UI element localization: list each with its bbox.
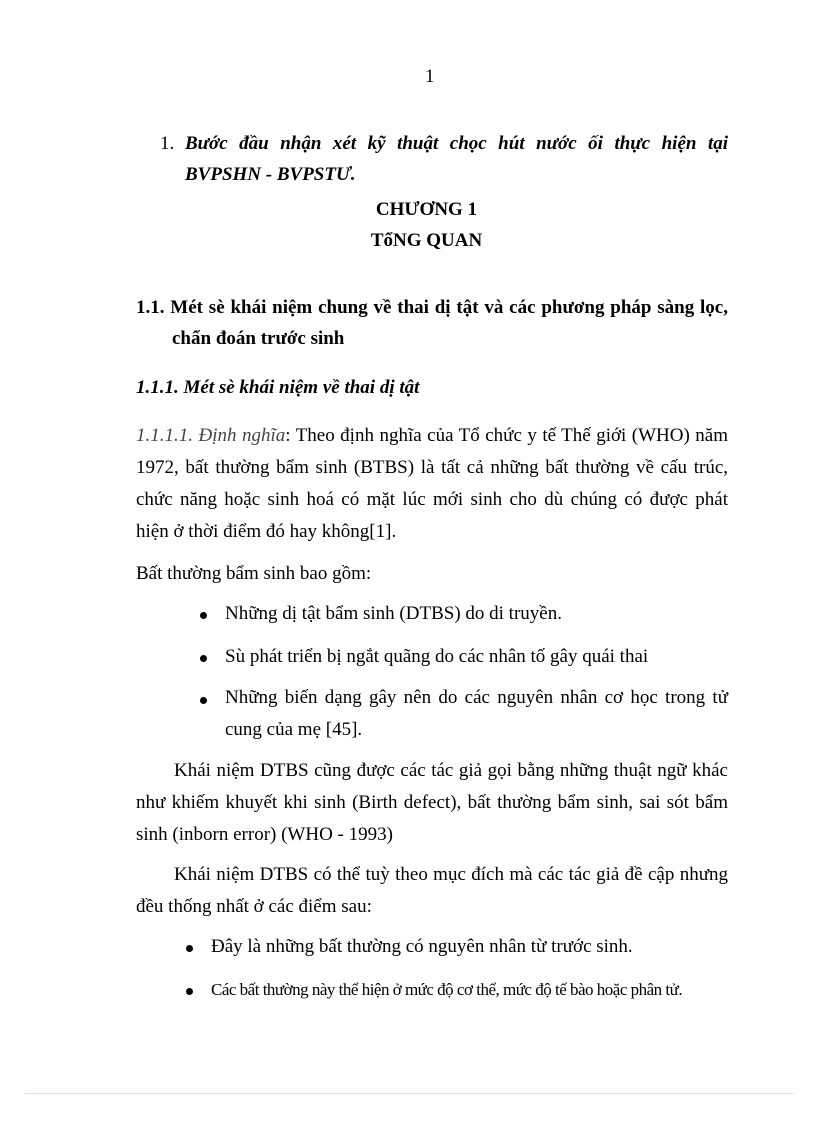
page-bottom-rule <box>24 1093 794 1094</box>
includes-intro: Bất thường bẩm sinh bao gồm: <box>136 563 372 584</box>
terms-line1: Khái niệm DTBS cũng được các tác giả gọi bằng những thuật ngữ khác <box>174 760 728 781</box>
definition-line2: 1972, bất thường bẩm sinh (BTBS) là tất cả những bất thường về cấu trúc, <box>136 457 728 478</box>
bullet-1-3-text-line1: Những biến dạng gây nên do các nguyên nhân cơ học trong tử <box>225 687 728 708</box>
bullet-1-2-dot <box>200 655 207 662</box>
page-number: 1 <box>425 66 435 87</box>
definition-line1 <box>136 425 728 447</box>
chapter-label: CHƯƠNG 1 <box>375 199 478 220</box>
bullet-1-1-text: Những dị tật bẩm sinh (DTBS) do di truyền. <box>225 603 562 624</box>
definition-line3: chức năng hoặc sinh hoá có mặt lúc mới sinh cho dù chúng có được phát <box>136 489 728 510</box>
terms-line2: như khiếm khuyết khi sinh (Birth defect), bất thường bẩm sinh, sai sót bẩm <box>136 792 728 813</box>
bullet-2-1-text: Đây là những bất thường có nguyên nhân từ trước sinh. <box>211 936 633 957</box>
purpose-line1: Khái niệm DTBS có thể tuỳ theo mục đích mà các tác giả đề cập nhưng <box>174 864 728 885</box>
numbered-item-number: 1. <box>160 133 175 154</box>
section-heading-1-1-1: 1.1.1. Mét sè khái niệm về thai dị tật <box>136 377 420 398</box>
bullet-1-3-text-line2: cung của mẹ [45]. <box>225 719 363 740</box>
numbered-item-title-line2: BVPSHN - BVPSTƯ. <box>185 164 356 185</box>
definition-line4: hiện ở thời điểm đó hay không[1]. <box>136 521 397 542</box>
bullet-2-2-text: Các bất thường này thể hiện ở mức độ cơ thể, mức độ tế bào hoặc phân tử. <box>211 980 683 999</box>
bullet-1-2-text: Sù phát triển bị ngắt quãng do các nhân tố gây quái thai <box>225 646 649 667</box>
definition-lead: 1.1.1.1. Định nghĩa <box>136 425 286 446</box>
bullet-2-1-dot <box>186 945 193 952</box>
numbered-item-title-line1: Bước đầu nhận xét kỹ thuật chọc hút nước ối thực hiện tại <box>185 133 728 154</box>
section-heading-1-1-line2: chẩn đoán trước sinh <box>172 328 345 349</box>
definition-line1-text: : Theo định nghĩa của Tổ chức y tế Thế giới (WHO) năm <box>285 425 729 446</box>
purpose-line2: đều thống nhất ở các điểm sau: <box>136 896 372 917</box>
bullet-2-2-dot <box>186 988 193 995</box>
terms-line3: sinh (inborn error) (WHO - 1993) <box>136 824 393 845</box>
bullet-1-1-dot <box>200 612 207 619</box>
section-heading-1-1-line1: 1.1. Mét sè khái niệm chung về thai dị tật và các phương pháp sàng lọc, <box>136 297 728 318</box>
chapter-title: TổNG QUAN <box>370 230 483 251</box>
bullet-1-3-dot <box>200 697 207 704</box>
